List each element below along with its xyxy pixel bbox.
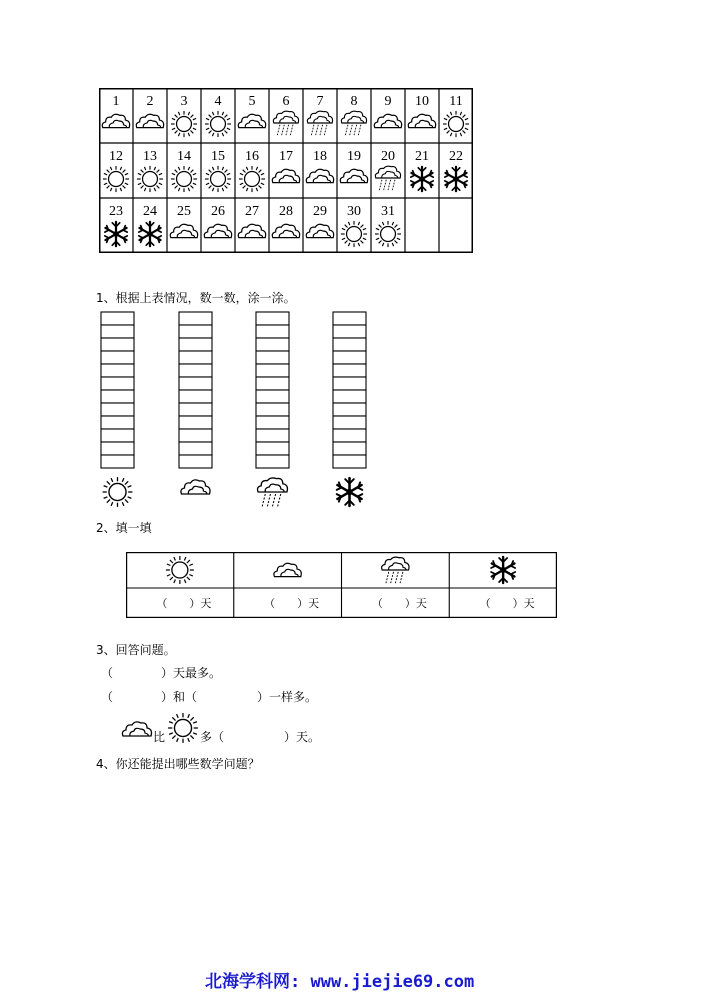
weather-calendar [99, 88, 473, 253]
bar-cell[interactable] [333, 338, 366, 351]
bar-cell[interactable] [256, 325, 289, 338]
calendar-day-number: 19 [347, 149, 361, 164]
cloudy-icon [340, 169, 367, 182]
bar-cell[interactable] [179, 403, 212, 416]
bar-cell[interactable] [256, 312, 289, 325]
cloudy-icon [306, 224, 333, 237]
bar-cell[interactable] [333, 364, 366, 377]
calendar-day-number: 7 [316, 94, 324, 109]
bar-column-cloudy[interactable] [179, 312, 212, 468]
fill-table-grid [126, 552, 557, 618]
calendar-day-number: 26 [211, 204, 225, 219]
cloudy-icon [272, 169, 299, 182]
calendar-day-number: 25 [177, 204, 191, 219]
calendar-day-number: 30 [347, 204, 361, 219]
bar-cell[interactable] [101, 390, 134, 403]
cloudy-icon [238, 224, 265, 237]
fill-table [126, 552, 557, 618]
rainy-icon [375, 166, 400, 190]
cloudy-icon [272, 224, 299, 237]
snowy-icon [105, 222, 127, 246]
rainy-icon [307, 111, 332, 135]
bar-cell[interactable] [179, 429, 212, 442]
bar-cell[interactable] [101, 364, 134, 377]
calendar-day-number: 9 [384, 94, 392, 109]
bar-cell[interactable] [333, 325, 366, 338]
calendar-day-number: 16 [245, 149, 259, 164]
sunny-icon [171, 111, 197, 137]
calendar-day-number: 15 [211, 149, 225, 164]
calendar-grid [99, 88, 473, 253]
calendar-day-number: 28 [279, 204, 293, 219]
fill-blank[interactable]: （ ）天 [264, 597, 320, 610]
bar-cell[interactable] [101, 403, 134, 416]
bar-cell[interactable] [256, 364, 289, 377]
fill-blank[interactable]: （ ）天 [156, 597, 212, 610]
rainy-icon [273, 111, 298, 135]
bar-cell[interactable] [179, 325, 212, 338]
snowy-icon [411, 167, 433, 191]
calendar-day-number: 18 [313, 149, 327, 164]
bar-cell[interactable] [256, 390, 289, 403]
question-4: 4、你还能提出哪些数学问题？ [96, 757, 260, 771]
cloud-icon [120, 718, 154, 740]
snowy-icon [445, 167, 467, 191]
sunny-icon [171, 166, 197, 192]
bar-cell[interactable] [333, 403, 366, 416]
bar-cell[interactable] [179, 351, 212, 364]
calendar-day-number: 29 [313, 204, 327, 219]
cloudy-icon [408, 114, 435, 127]
rainy-icon [382, 557, 409, 583]
calendar-day-number: 13 [143, 149, 157, 164]
cloudy-icon [136, 114, 163, 127]
question-3: 3、回答问题。 [96, 643, 176, 657]
sunny-icon [103, 477, 133, 507]
bar-cell[interactable] [179, 416, 212, 429]
bar-cell[interactable] [333, 416, 366, 429]
cloudy-icon [102, 114, 129, 127]
bar-cell[interactable] [256, 455, 289, 468]
snowy-icon [491, 557, 515, 583]
bar-cell[interactable] [101, 416, 134, 429]
bar-cell[interactable] [256, 338, 289, 351]
sunny-icon [341, 221, 367, 247]
rainy-icon [341, 111, 366, 135]
snowy-icon [337, 478, 363, 506]
calendar-day-number: 8 [350, 94, 358, 109]
calendar-day-number: 17 [279, 149, 293, 164]
sunny-icon [375, 221, 401, 247]
bar-cell[interactable] [333, 351, 366, 364]
bar-cell[interactable] [101, 312, 134, 325]
sunny-icon [137, 166, 163, 192]
question-2: 2、填一填 [96, 521, 152, 535]
cloudy-icon [181, 480, 210, 494]
sunny-icon [443, 111, 469, 137]
calendar-day-number: 10 [415, 94, 429, 109]
bar-cell[interactable] [101, 351, 134, 364]
calendar-day-number: 11 [449, 94, 463, 109]
bar-cell[interactable] [101, 338, 134, 351]
bar-cell[interactable] [101, 377, 134, 390]
calendar-day-number: 20 [381, 149, 395, 164]
rainy-icon [258, 478, 288, 506]
answer-line-1[interactable]: （ ）天最多。 [101, 666, 222, 680]
sunny-icon [239, 166, 265, 192]
cloudy-icon [306, 169, 333, 182]
bar-cell[interactable] [256, 377, 289, 390]
answer-line-2[interactable]: （ ）和（ ）一样多。 [101, 690, 318, 704]
calendar-day-number: 4 [214, 94, 222, 109]
sunny-icon [205, 111, 231, 137]
cloudy-icon [170, 224, 197, 237]
bar-cell[interactable] [179, 312, 212, 325]
bar-column-snowy[interactable] [333, 312, 366, 468]
sunny-icon [166, 556, 194, 584]
bar-cell[interactable] [179, 364, 212, 377]
bar-column-rainy[interactable] [256, 312, 289, 468]
bar-cell[interactable] [256, 416, 289, 429]
answer-line-3[interactable]: 多（ ）天。 [200, 730, 321, 744]
bar-cell[interactable] [256, 442, 289, 455]
bar-column-sunny[interactable] [101, 312, 134, 468]
calendar-day-number: 24 [143, 204, 157, 219]
cloudy-icon [274, 563, 301, 576]
bar-cell[interactable] [179, 338, 212, 351]
calendar-day-number: 22 [449, 149, 463, 164]
calendar-day-number: 23 [109, 204, 123, 219]
footer-site[interactable]: 北海学科网: www.jiejie69.com [205, 972, 475, 992]
sunny-icon [103, 166, 129, 192]
calendar-day-number: 21 [415, 149, 429, 164]
bar-cell[interactable] [101, 455, 134, 468]
bar-cell[interactable] [179, 455, 212, 468]
bar-cell[interactable] [333, 455, 366, 468]
bar-cell[interactable] [179, 442, 212, 455]
cloudy-icon [204, 224, 231, 237]
calendar-day-number: 2 [146, 94, 154, 109]
sunny-icon [205, 166, 231, 192]
calendar-day-number: 3 [180, 94, 188, 109]
bar-cell[interactable] [101, 442, 134, 455]
cloudy-icon [374, 114, 401, 127]
bar-cell[interactable] [333, 390, 366, 403]
calendar-day-number: 27 [245, 204, 259, 219]
calendar-day-number: 12 [109, 149, 123, 164]
fill-blank[interactable]: （ ）天 [479, 597, 535, 610]
calendar-day-number: 1 [112, 94, 120, 109]
sun-icon [167, 712, 199, 744]
bar-cell[interactable] [333, 442, 366, 455]
question-1: 1、根据上表情况，数一数，涂一涂。 [96, 291, 296, 305]
bar-columns [95, 311, 385, 511]
bar-cell[interactable] [333, 377, 366, 390]
bar-cell[interactable] [101, 429, 134, 442]
fill-blank[interactable]: （ ）天 [371, 597, 427, 610]
bar-chart-area [95, 311, 385, 511]
bar-cell[interactable] [179, 377, 212, 390]
calendar-day-number: 31 [381, 204, 395, 219]
bar-cell[interactable] [333, 429, 366, 442]
bar-cell[interactable] [256, 403, 289, 416]
snowy-icon [139, 222, 161, 246]
cloudy-icon [238, 114, 265, 127]
calendar-day-number: 14 [177, 149, 191, 164]
bar-cell[interactable] [179, 390, 212, 403]
bar-cell[interactable] [333, 312, 366, 325]
bar-cell[interactable] [256, 351, 289, 364]
compare-word: 比 [153, 730, 166, 744]
calendar-day-number: 5 [248, 94, 256, 109]
bar-cell[interactable] [101, 325, 134, 338]
bar-cell[interactable] [256, 429, 289, 442]
calendar-day-number: 6 [282, 94, 290, 109]
